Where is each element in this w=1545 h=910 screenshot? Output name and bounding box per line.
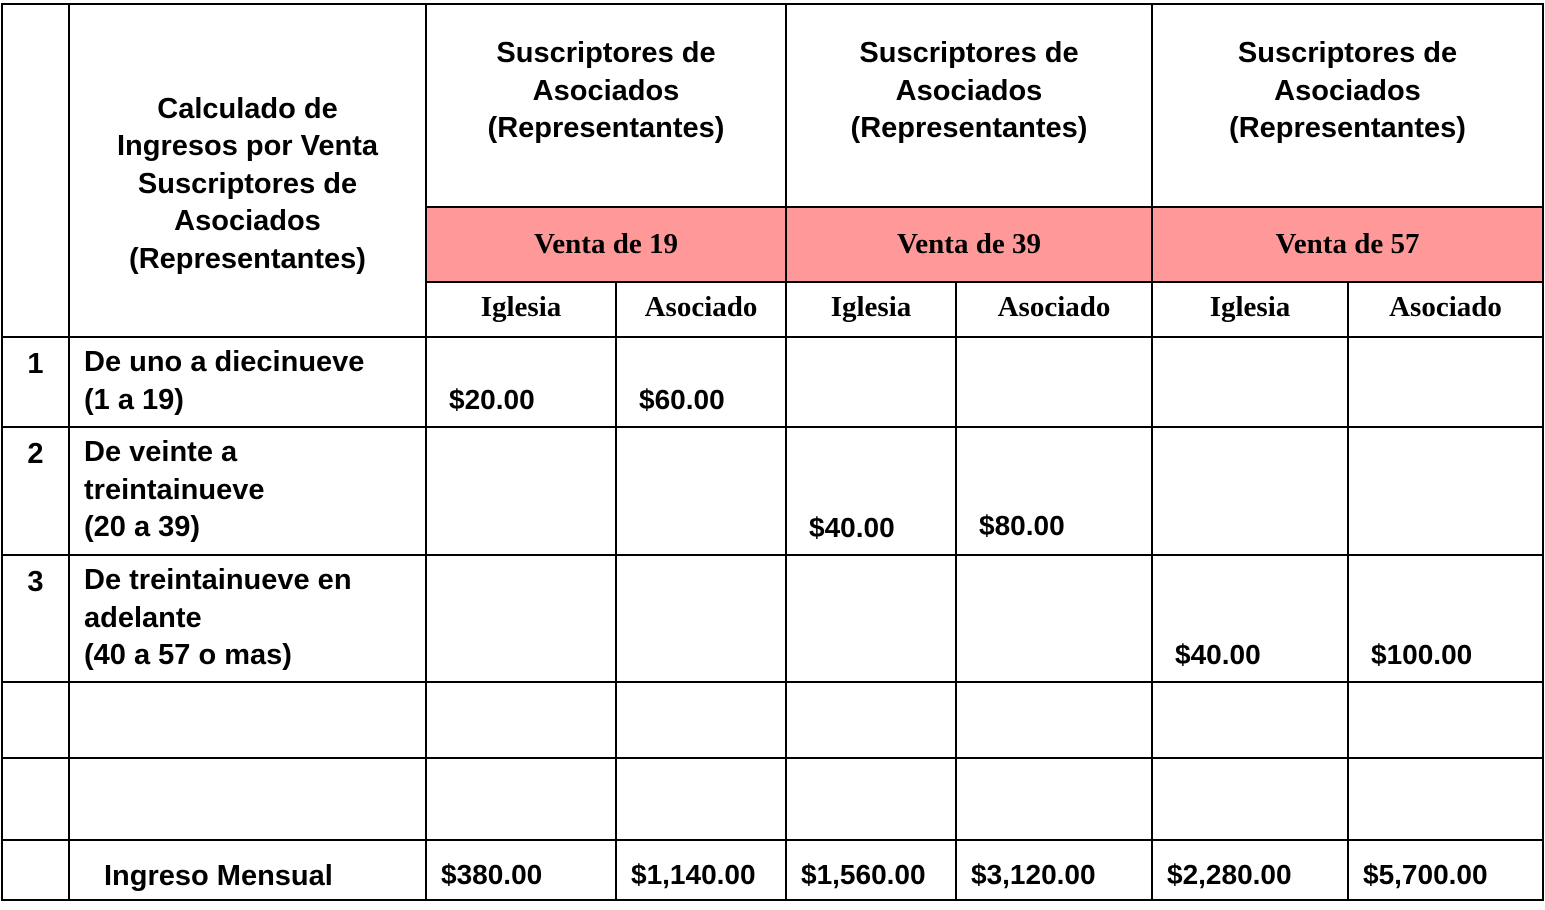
value-cell xyxy=(786,337,956,427)
empty-cell xyxy=(1152,682,1348,758)
group-title-line: (Representantes) xyxy=(487,112,725,145)
value-cell xyxy=(1348,427,1543,555)
empty-cell xyxy=(956,682,1152,758)
venta-19-cell: Venta de 19 xyxy=(426,207,786,282)
group-title-line: (Representantes) xyxy=(850,112,1088,145)
table-row xyxy=(2,427,1543,555)
group-title-line: Asociados xyxy=(895,74,1043,107)
subheader-asociado: Asociado xyxy=(956,282,1152,337)
group-title-line: Suscriptores de xyxy=(496,37,716,70)
row-description-line: (20 a 39) xyxy=(84,511,201,543)
row-description xyxy=(69,555,426,682)
empty-row xyxy=(2,682,1543,758)
row-number: 2 xyxy=(2,427,69,555)
total-value: $1,140.00 xyxy=(616,840,786,900)
total-label: Ingreso Mensual xyxy=(69,840,426,900)
venta-39-cell: Venta de 39 xyxy=(786,207,1152,282)
header-calc-line: Ingresos por Venta xyxy=(116,130,379,163)
subheader-iglesia: Iglesia xyxy=(426,282,616,337)
income-table xyxy=(1,3,1544,901)
empty-cell xyxy=(426,758,616,840)
empty-row xyxy=(2,758,1543,840)
subheader-asociado: Asociado xyxy=(1348,282,1543,337)
header-number-cell xyxy=(2,4,69,337)
row-description xyxy=(69,427,426,555)
empty-cell xyxy=(956,758,1152,840)
header-calc-line: Calculado de xyxy=(157,92,338,125)
row-description-line: De treintainueve en xyxy=(84,564,352,596)
value-cell: $20.00 xyxy=(426,337,616,427)
value-cell xyxy=(1152,427,1348,555)
empty-cell xyxy=(69,682,426,758)
value-cell: $40.00 xyxy=(1152,555,1348,682)
row-description-line: De uno a diecinueve xyxy=(84,346,365,378)
value-cell: $60.00 xyxy=(616,337,786,427)
value-cell xyxy=(1348,337,1543,427)
row-number: 3 xyxy=(2,555,69,682)
empty-cell xyxy=(1348,682,1543,758)
empty-cell xyxy=(1152,758,1348,840)
header-calc-cell xyxy=(69,4,426,337)
header-group-title-19 xyxy=(426,4,786,207)
total-value: $380.00 xyxy=(426,840,616,900)
value-cell xyxy=(426,427,616,555)
value-cell xyxy=(956,555,1152,682)
header-row-title xyxy=(2,4,1543,207)
empty-cell xyxy=(426,682,616,758)
value-cell xyxy=(616,555,786,682)
total-row xyxy=(2,840,1543,900)
header-calc-line: Suscriptores de xyxy=(137,167,358,200)
row-description-line: adelante xyxy=(84,601,202,634)
total-number-cell xyxy=(2,840,69,900)
header-calc-line: (Representantes) xyxy=(129,242,366,275)
table-row xyxy=(2,337,1543,427)
row-description-line: De veinte a xyxy=(84,436,238,468)
subheader-asociado: Asociado xyxy=(616,282,786,337)
empty-cell xyxy=(786,682,956,758)
total-value: $1,560.00 xyxy=(786,840,956,900)
empty-cell xyxy=(2,758,69,840)
header-calc-line: Asociados xyxy=(174,205,321,238)
group-title-line: (Representantes) xyxy=(1229,112,1466,145)
row-description-line: (40 a 57 o mas) xyxy=(84,639,292,671)
value-cell: $100.00 xyxy=(1348,555,1543,682)
value-cell xyxy=(426,555,616,682)
total-value: $5,700.00 xyxy=(1348,840,1543,900)
empty-cell xyxy=(69,758,426,840)
total-value: $3,120.00 xyxy=(956,840,1152,900)
subheader-iglesia: Iglesia xyxy=(786,282,956,337)
header-group-title-57 xyxy=(1152,4,1543,207)
empty-cell xyxy=(616,758,786,840)
value-cell: $40.00 xyxy=(786,427,956,555)
group-title-line: Suscriptores de xyxy=(859,37,1079,70)
subheader-iglesia: Iglesia xyxy=(1152,282,1348,337)
row-description-line: (1 a 19) xyxy=(84,383,184,416)
empty-cell xyxy=(2,682,69,758)
row-description xyxy=(69,337,426,427)
value-cell xyxy=(956,337,1152,427)
row-number: 1 xyxy=(2,337,69,427)
value-cell xyxy=(1152,337,1348,427)
empty-cell xyxy=(1348,758,1543,840)
venta-57-cell: Venta de 57 xyxy=(1152,207,1543,282)
header-group-title-39 xyxy=(786,4,1152,207)
empty-cell xyxy=(616,682,786,758)
value-cell xyxy=(616,427,786,555)
row-description-line: treintainueve xyxy=(84,473,265,506)
group-title-line: Asociados xyxy=(1274,74,1421,107)
group-title-line: Asociados xyxy=(532,74,680,107)
table-row xyxy=(2,555,1543,682)
empty-cell xyxy=(786,758,956,840)
group-title-line: Suscriptores de xyxy=(1237,37,1458,70)
value-cell: $80.00 xyxy=(956,427,1152,555)
total-value: $2,280.00 xyxy=(1152,840,1348,900)
value-cell xyxy=(786,555,956,682)
